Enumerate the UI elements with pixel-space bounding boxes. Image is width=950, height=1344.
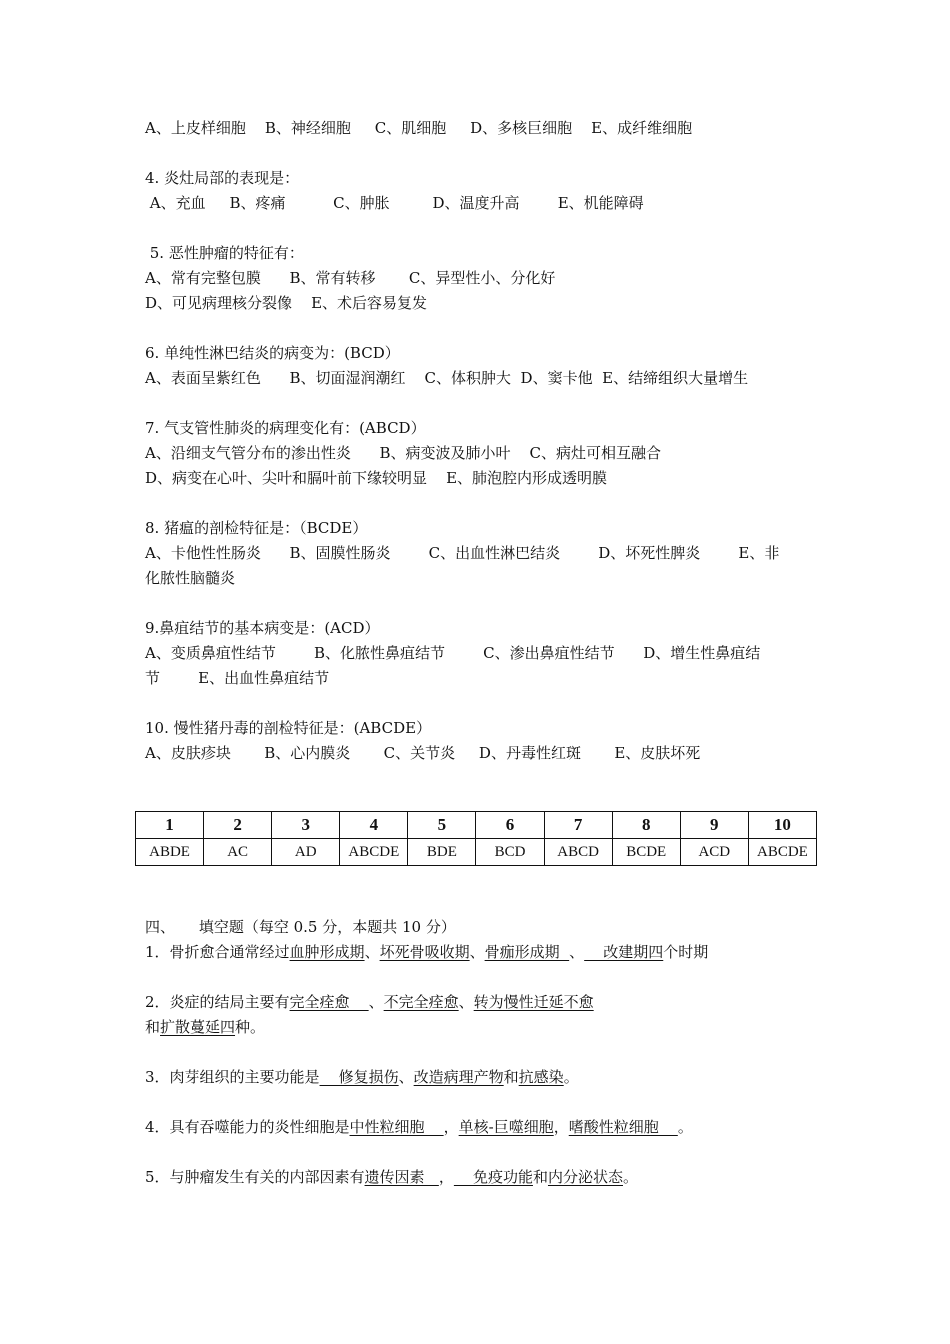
answer-value-cell: ACD	[680, 839, 748, 866]
q7-options-line1: A、沿细支气管分布的渗出性炎 B、病变波及肺小叶 C、病灶可相互融合	[145, 444, 662, 462]
fill4-sep1: ，	[443, 1118, 459, 1136]
q8-options-line1: A、卡他性性肠炎 B、固膜性肠炎 C、出血性淋巴结炎 D、坏死性脾炎 E、非	[145, 544, 780, 562]
answer-header-cell: 7	[544, 812, 612, 839]
fill5-prefix: 5．与肿瘤发生有关的内部因素有	[145, 1168, 365, 1186]
fill5-suffix: 。	[622, 1168, 638, 1186]
fill-question-2-line2	[145, 1017, 265, 1037]
answer-table-header-row	[136, 812, 817, 839]
fill4-sep2: ，	[553, 1118, 569, 1136]
answer-header-cell: 4	[340, 812, 408, 839]
answer-header-cell: 1	[136, 812, 204, 839]
q10-options: A、皮肤疹块 B、心内膜炎 C、关节炎 D、丹毒性红斑 E、皮肤坏死	[145, 744, 701, 762]
fill-question-4	[145, 1117, 693, 1137]
fill5-blank2: 免疫功能	[453, 1168, 533, 1186]
fill3-suffix: 。	[563, 1068, 579, 1086]
answer-header-cell: 6	[476, 812, 544, 839]
fill4-prefix: 4．具有吞噬能力的炎性细胞是	[145, 1118, 350, 1136]
q6-stem: 6. 单纯性淋巴结炎的病变为：(BCD）	[145, 344, 400, 362]
fill3-blank1: 修复损伤	[319, 1068, 399, 1086]
fill2-blank2: 不完全痊愈	[383, 993, 459, 1011]
answer-value-cell: BCDE	[612, 839, 680, 866]
fill3-blank2: 改造病理产物	[413, 1068, 504, 1086]
q8-stem: 8. 猪瘟的剖检特征是：（BCDE）	[145, 519, 368, 537]
fill3-sep2: 和	[503, 1068, 519, 1086]
fill3-sep1: 、	[398, 1068, 414, 1086]
answer-table	[135, 811, 817, 866]
fill1-suffix: 个时期	[663, 943, 709, 961]
fill3-prefix: 3．肉芽组织的主要功能是	[145, 1068, 320, 1086]
fill4-suffix: 。	[677, 1118, 693, 1136]
section4-heading: 四、 填空题（每空 0.5 分，本题共 10 分）	[145, 918, 456, 936]
fill5-sep1: ，	[438, 1168, 454, 1186]
answer-value-cell: AD	[272, 839, 340, 866]
q6-options: A、表面呈紫红色 B、切面湿润潮红 C、体积肿大 D、窦卡他 E、结缔组织大量增生	[145, 369, 749, 387]
fill1-sep1: 、	[364, 943, 380, 961]
fill1-blank1: 血肿形成期	[289, 943, 365, 961]
answer-value-cell: ABDE	[136, 839, 204, 866]
q5-options-line1: A、常有完整包膜 B、常有转移 C、异型性小、分化好	[145, 269, 556, 287]
fill2-suffix: 种。	[235, 1018, 266, 1036]
fill2-prefix: 2．炎症的结局主要有	[145, 993, 290, 1011]
fill2-sep1: 、	[368, 993, 384, 1011]
answer-value-cell: ABCD	[544, 839, 612, 866]
fill2-blank3: 转为慢性迁延不愈	[473, 993, 594, 1011]
fill-question-2	[145, 992, 594, 1012]
answer-header-cell: 10	[748, 812, 816, 839]
answer-header-cell: 2	[204, 812, 272, 839]
fill4-blank1: 中性粒细胞	[349, 1118, 444, 1136]
q4-stem: 4. 炎灶局部的表现是：	[145, 169, 300, 187]
fill1-sep3: 、	[569, 943, 585, 961]
fill1-blank3: 骨痂形成期	[484, 943, 570, 961]
q3-options: A、上皮样细胞 B、神经细胞 C、肌细胞 D、多核巨细胞 E、成纤维细胞	[145, 119, 693, 137]
fill2-blank1: 完全痊愈	[289, 993, 369, 1011]
q5-options-line2: D、可见病理核分裂像 E、术后容易复发	[145, 294, 428, 312]
fill5-sep2: 和	[532, 1168, 548, 1186]
fill1-blank2: 坏死骨吸收期	[379, 943, 470, 961]
answer-header-cell: 5	[408, 812, 476, 839]
fill1-prefix: 1．骨折愈合通常经过	[145, 943, 290, 961]
answer-value-cell: BCD	[476, 839, 544, 866]
answer-header-cell: 9	[680, 812, 748, 839]
fill2-blank4: 扩散蔓延四	[160, 1018, 236, 1036]
fill5-blank3: 内分泌状态	[547, 1168, 623, 1186]
q7-options-line2: D、病变在心叶、尖叶和膈叶前下缘较明显 E、肺泡腔内形成透明膜	[145, 469, 608, 487]
q8-options-line2: 化脓性脑髓炎	[145, 569, 236, 587]
answer-table-value-row	[136, 839, 817, 866]
fill-question-5	[145, 1167, 638, 1187]
q9-stem: 9.鼻疽结节的基本病变是：(ACD）	[145, 619, 380, 637]
fill4-blank3: 嗜酸性粒细胞	[568, 1118, 678, 1136]
fill1-blank4: 改建期四	[584, 943, 664, 961]
q4-options: A、充血 B、疼痛 C、肿胀 D、温度升高 E、机能障碍	[145, 194, 644, 212]
answer-value-cell: ABCDE	[748, 839, 816, 866]
q7-stem: 7. 气支管性肺炎的病理变化有：(ABCD）	[145, 419, 426, 437]
fill-question-3	[145, 1067, 579, 1087]
q10-stem: 10. 慢性猪丹毒的剖检特征是：(ABCDE）	[145, 719, 432, 737]
fill3-blank3: 抗感染	[518, 1068, 564, 1086]
answer-value-cell: BDE	[408, 839, 476, 866]
answer-value-cell: ABCDE	[340, 839, 408, 866]
fill5-blank1: 遗传因素	[364, 1168, 439, 1186]
fill1-sep2: 、	[469, 943, 485, 961]
answer-header-cell: 3	[272, 812, 340, 839]
answer-value-cell: AC	[204, 839, 272, 866]
fill4-blank2: 单核-巨噬细胞	[458, 1118, 554, 1136]
answer-header-cell: 8	[612, 812, 680, 839]
q9-options-line2: 节 E、出血性鼻疽结节	[145, 669, 330, 687]
fill2-line2-prefix: 和	[145, 1018, 161, 1036]
q5-stem: 5. 恶性肿瘤的特征有：	[145, 244, 304, 262]
fill2-sep2: 、	[458, 993, 474, 1011]
fill-question-1	[145, 942, 708, 962]
q9-options-line1: A、变质鼻疽性结节 B、化脓性鼻疽结节 C、渗出鼻疽性结节 D、增生性鼻疽结	[145, 644, 761, 662]
